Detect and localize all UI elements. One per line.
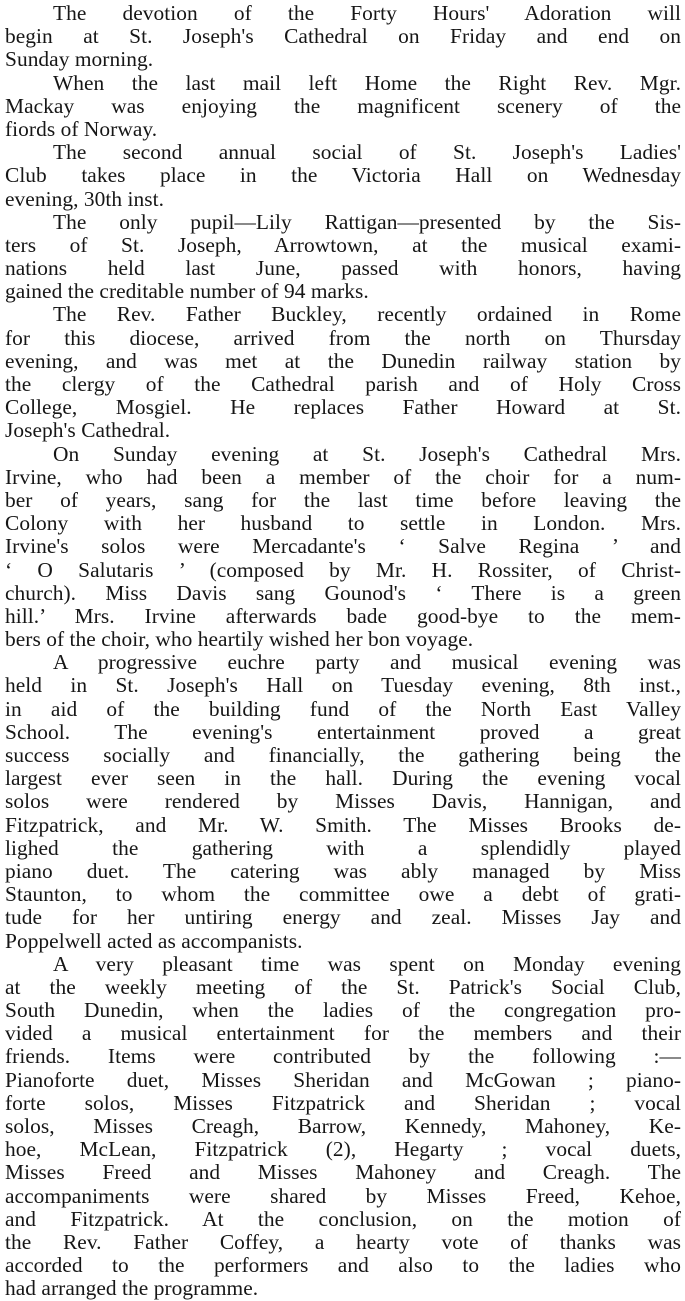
text-line: evening, and was met at the Dunedin railway station by [5,348,681,373]
text-line: Mackay was enjoying the magnificent scenery of the [5,93,681,118]
text-line: evening, 30th inst. [5,186,164,211]
text-line: solos, Misses Creagh, Barrow, Kennedy, Mahoney, Ke- [5,1114,681,1138]
text-line: solos were rendered by Misses Davis, Hannigan, and [5,789,681,814]
text-line: College, Mosgiel. He replaces Father Howard at St. [5,395,681,420]
text-line: Irvine, who had been a member of the choir for a num- [5,464,681,489]
text-line: forte solos, Misses Fitzpatrick and Sheridan ; vocal [5,1090,681,1115]
text-line: success socially and financially, the gathering being the [5,743,681,767]
text-line: accompaniments were shared by Misses Freed, Kehoe, [5,1183,681,1208]
text-line: begin at St. Joseph's Cathedral on Friday and end on [5,24,681,49]
text-line: The Rev. Father Buckley, recently ordained in Rome [53,302,681,327]
text-line: On Sunday evening at St. Joseph's Cathedral Mrs. [53,441,681,466]
news-paragraph [5,72,681,142]
text-line: friends. Items were contributed by the following :— [5,1044,681,1069]
text-line: ters of St. Joseph, Arrowtown, at the musical exami- [5,232,681,257]
text-line: vided a musical entertainment for the members and their [5,1021,681,1046]
news-paragraph [5,443,681,652]
text-line: held in St. Joseph's Hall on Tuesday evening, 8th inst., [5,673,681,698]
text-line: the Rev. Father Coffey, a hearty vote of thanks was [5,1229,681,1254]
text-line: church). Miss Davis sang Gounod's ‘ There is a green [5,580,681,605]
text-line: fiords of Norway. [5,116,158,141]
text-line: The second annual social of St. Joseph's Ladies' [53,140,681,165]
text-line: at the weekly meeting of the St. Patrick's Social Club, [5,974,681,999]
news-paragraph [5,303,681,442]
text-line: the clergy of the Cathedral parish and of Holy Cross [5,372,681,396]
text-line: A progressive euchre party and musical evening was [53,650,681,675]
text-line: Pianoforte duet, Misses Sheridan and McGowan ; piano- [5,1067,681,1092]
text-line: Club takes place in the Victoria Hall on Wednesday [5,163,681,188]
text-line: South Dunedin, when the ladies of the congregation pro- [5,998,681,1023]
text-line: Misses Freed and Misses Mahoney and Creagh. The [5,1160,681,1185]
text-line: A very pleasant time was spent on Monday evening [53,951,681,976]
text-line: in aid of the building fund of the North East Valley [5,696,681,721]
text-line: hill.’ Mrs. Irvine afterwards bade good-bye to the mem- [5,603,681,628]
text-line: Fitzpatrick, and Mr. W. Smith. The Misses Brooks de- [5,812,681,837]
text-line: Irvine's solos were Mercadante's ‘ Salve Regina ’ and [5,534,681,559]
text-line: hoe, McLean, Fitzpatrick (2), Hegarty ; vocal duets, [5,1137,681,1162]
text-line: Staunton, to whom the committee owe a debt of grati- [5,882,681,907]
text-line: Poppelwell acted as accompanists. [5,928,303,953]
text-line: Colony with her husband to settle in London. Mrs. [5,511,681,536]
text-line: bers of the choir, who heartily wished her bon voyage. [5,627,474,652]
text-line: When the last mail left Home the Right Rev. Mgr. [53,70,681,95]
text-line: nations held last June, passed with honors, having [5,256,681,281]
news-paragraph [5,651,681,952]
text-line: ‘ O Salutaris ’ (composed by Mr. H. Rossiter, of Christ- [5,557,681,582]
text-line: largest ever seen in the hall. During the evening vocal [5,766,681,791]
text-line: accorded to the performers and also to the ladies who [5,1253,681,1278]
text-line: tude for her untiring energy and zeal. Misses Jay and [5,905,681,930]
text-line: gained the creditable number of 94 marks. [5,279,369,304]
text-line: had arranged the programme. [5,1276,259,1301]
text-line: lighed the gathering with a splendidly played [5,835,681,860]
text-line: for this diocese, arrived from the north on Thursday [5,325,681,350]
news-paragraph [5,953,681,1301]
text-line: piano duet. The catering was ably managed by Miss [5,858,681,883]
text-line: The only pupil—Lily Rattigan—presented by the Sis- [53,209,681,234]
news-paragraph [5,2,681,72]
text-line: and Fitzpatrick. At the conclusion, on the motion of [5,1206,681,1231]
news-paragraph [5,141,681,211]
news-paragraph [5,211,681,304]
text-line: Sunday morning. [5,47,154,72]
text-line: ber of years, sang for the last time before leaving the [5,487,681,512]
text-line: Joseph's Cathedral. [5,418,171,443]
text-line: The devotion of the Forty Hours' Adoration will [53,1,681,25]
text-line: School. The evening's entertainment proved a great [5,719,681,744]
